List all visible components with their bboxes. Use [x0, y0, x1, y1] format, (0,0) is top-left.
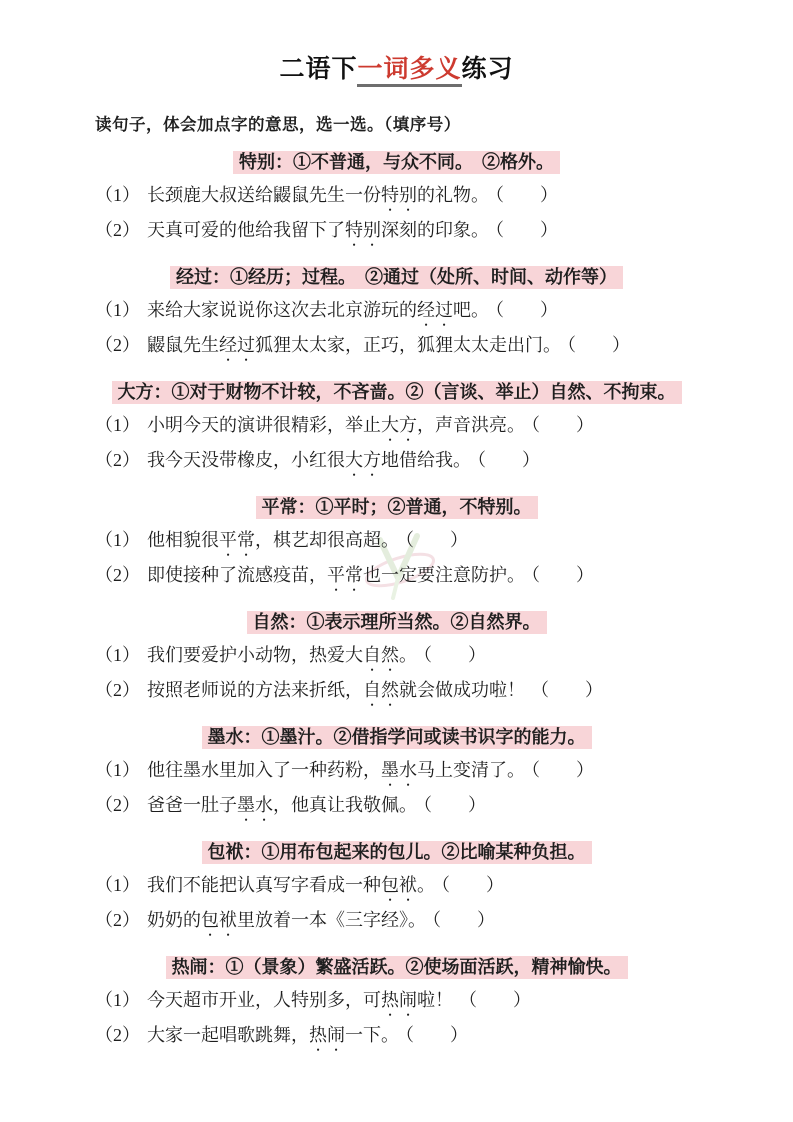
exercise-item: [95, 445, 698, 480]
item-text-post: ，声音洪亮。: [417, 415, 525, 435]
item-text-post: 狐狸太太家，正巧，狐狸太太走出门。: [255, 335, 561, 355]
dotted-word: 平常: [219, 530, 255, 550]
exercise-item: [95, 1020, 698, 1055]
item-number: （2）: [95, 565, 140, 585]
answer-blank: （ ）: [531, 565, 594, 585]
item-number: （2）: [95, 450, 140, 470]
definition-header: [95, 610, 698, 634]
title-suffix: 练习: [461, 55, 514, 83]
word-section-tebie: [95, 150, 698, 250]
item-text-post: 一下。: [345, 1025, 399, 1045]
item-text-post: 的礼物。: [417, 185, 489, 205]
item-number: （1）: [95, 185, 140, 205]
item-number: （2）: [95, 1025, 140, 1045]
item-text-pre: 我们不能把认真写字看成一种: [147, 875, 381, 895]
definition-header-text: 墨水：①墨汁。②借指学问或读书识字的能力。: [202, 726, 592, 749]
word-section-moshui: [95, 725, 698, 825]
dotted-word: 自然: [363, 680, 399, 700]
definition-header: [95, 955, 698, 979]
item-text-post: ，他真让我敬佩。: [273, 795, 417, 815]
exercise-item: [95, 870, 698, 905]
exercise-item: [95, 675, 698, 710]
definition-header-text: 包袱：①用布包起来的包儿。②比喻某种负担。: [202, 841, 592, 864]
definition-header: [95, 380, 698, 404]
item-text-pre: 长颈鹿大叔送给鼹鼠先生一份: [147, 185, 381, 205]
item-text-post: 就会做成功啦！: [399, 680, 525, 700]
exercise-item: [95, 410, 698, 445]
answer-blank: （ ）: [531, 415, 594, 435]
item-text-post: 吧。: [453, 300, 489, 320]
answer-blank: （ ）: [495, 300, 558, 320]
item-text-post: 也一定要注意防护。: [363, 565, 525, 585]
dotted-word: 大方: [345, 450, 381, 470]
item-text-pre: 天真可爱的他给我留下了: [147, 220, 345, 240]
item-text-pre: 奶奶的: [147, 910, 201, 930]
item-text-post: 。: [417, 875, 435, 895]
answer-blank: （ ）: [405, 1025, 468, 1045]
item-text-pre: 他往墨水里加入了一种药粉，: [147, 760, 381, 780]
definition-header-text: 平常：①平时；②普通，不特别。: [256, 496, 538, 519]
item-number: （1）: [95, 300, 140, 320]
item-text-pre: 按照老师说的方法来折纸，: [147, 680, 363, 700]
definition-header-text: 大方：①对于财物不计较，不吝啬。②（言谈、举止）自然、不拘束。: [112, 381, 682, 404]
item-text-pre: 鼹鼠先生: [147, 335, 219, 355]
definition-header-text: 热闹：①（景象）繁盛活跃。②使场面活跃，精神愉快。: [166, 956, 628, 979]
word-section-pingchang: [95, 495, 698, 595]
item-text-pre: 我们要爱护小动物，热爱大: [147, 645, 363, 665]
answer-blank: （ ）: [441, 875, 504, 895]
answer-blank: （ ）: [405, 530, 468, 550]
item-number: （1）: [95, 415, 140, 435]
item-text-post: 马上变清了。: [417, 760, 525, 780]
item-number: （1）: [95, 645, 140, 665]
item-text-post: 深刻的印象。: [381, 220, 489, 240]
word-section-dafang: [95, 380, 698, 480]
definition-header-text: 经过：①经历；过程。 ②通过（处所、时间、动作等）: [170, 266, 623, 289]
definition-header: [95, 725, 698, 749]
item-text-pre: 我今天没带橡皮，小红很: [147, 450, 345, 470]
exercise-item: [95, 985, 698, 1020]
dotted-word: 墨水: [381, 760, 417, 780]
dotted-word: 大方: [381, 415, 417, 435]
dotted-word: 特别: [381, 185, 417, 205]
word-section-ziran: [95, 610, 698, 710]
dotted-word: 特别: [345, 220, 381, 240]
exercise-item: [95, 790, 698, 825]
answer-blank: （ ）: [477, 450, 540, 470]
definition-header-text: 自然：①表示理所当然。②自然界。: [247, 611, 547, 634]
answer-blank: （ ）: [567, 335, 630, 355]
exercise-item: [95, 295, 698, 330]
dotted-word: 墨水: [237, 795, 273, 815]
answer-blank: （ ）: [432, 910, 495, 930]
definition-header-text: 特别：①不普通，与众不同。 ②格外。: [233, 151, 560, 174]
exercise-item: [95, 215, 698, 250]
dotted-word: 平常: [327, 565, 363, 585]
item-text-post: 啦！: [417, 990, 453, 1010]
item-text-post: 里放着一本《三字经》。: [237, 910, 426, 930]
item-number: （1）: [95, 990, 140, 1010]
item-number: （1）: [95, 760, 140, 780]
item-text-pre: 爸爸一肚子: [147, 795, 237, 815]
item-text-post: 。: [399, 645, 417, 665]
answer-blank: （ ）: [495, 185, 558, 205]
exercise-item: [95, 330, 698, 365]
item-number: （1）: [95, 875, 140, 895]
item-number: （2）: [95, 910, 140, 930]
item-number: （2）: [95, 335, 140, 355]
definition-header: [95, 265, 698, 289]
item-number: （2）: [95, 220, 140, 240]
item-text-pre: 即使接种了流感疫苗，: [147, 565, 327, 585]
answer-blank: （ ）: [423, 645, 486, 665]
definition-header: [95, 495, 698, 519]
exercise-item: [95, 180, 698, 215]
exercise-item: [95, 755, 698, 790]
item-text-pre: 他相貌很: [147, 530, 219, 550]
word-section-jingguo: [95, 265, 698, 365]
definition-header: [95, 150, 698, 174]
dotted-word: 热闹: [381, 990, 417, 1010]
dotted-word: 经过: [219, 335, 255, 355]
word-section-renao: [95, 955, 698, 1055]
exercise-item: [95, 640, 698, 675]
definition-header: [95, 840, 698, 864]
title-prefix: 二语下: [279, 55, 358, 83]
item-number: （1）: [95, 530, 140, 550]
answer-blank: （ ）: [459, 990, 531, 1010]
item-text-pre: 大家一起唱歌跳舞，: [147, 1025, 309, 1045]
item-number: （2）: [95, 795, 140, 815]
exercise-item: [95, 560, 698, 595]
title-highlight: 一词多义: [357, 55, 461, 87]
word-section-baofu: [95, 840, 698, 940]
dotted-word: 自然: [363, 645, 399, 665]
answer-blank: （ ）: [531, 760, 594, 780]
dotted-word: 经过: [417, 300, 453, 320]
exercise-item: [95, 905, 698, 940]
exercise-item: [95, 525, 698, 560]
item-text-post: 地借给我。: [381, 450, 471, 470]
instruction-line: 读句子，体会加点字的意思，选一选。（填序号）: [95, 115, 461, 134]
answer-blank: （ ）: [423, 795, 486, 815]
page-title: [95, 52, 698, 86]
dotted-word: 包袱: [201, 910, 237, 930]
answer-blank: （ ）: [495, 220, 558, 240]
dotted-word: 热闹: [309, 1025, 345, 1045]
item-text-pre: 今天超市开业，人特别多，可: [147, 990, 381, 1010]
item-text-pre: 小明今天的演讲很精彩，举止: [147, 415, 381, 435]
item-text-pre: 来给大家说说你这次去北京游玩的: [147, 300, 417, 320]
dotted-word: 包袱: [381, 875, 417, 895]
item-number: （2）: [95, 680, 140, 700]
item-text-post: ，棋艺却很高超。: [255, 530, 399, 550]
answer-blank: （ ）: [531, 680, 603, 700]
